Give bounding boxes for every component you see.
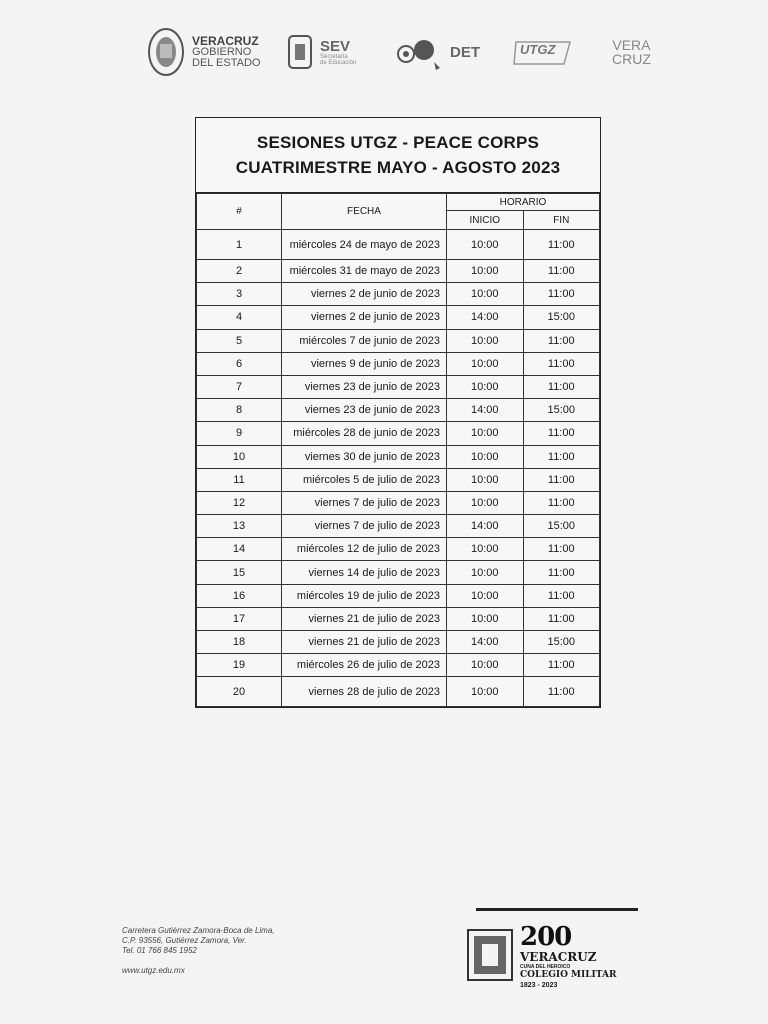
row-number: 20 <box>197 677 282 707</box>
row-start-time: 14:00 <box>447 399 524 422</box>
row-number: 3 <box>197 283 282 306</box>
table-row <box>197 445 600 468</box>
row-date: miércoles 12 de julio de 2023 <box>282 538 447 561</box>
document-title-line2: CUATRIMESTRE MAYO - AGOSTO 2023 <box>235 158 561 177</box>
row-date: viernes 7 de julio de 2023 <box>282 515 447 538</box>
seal-years: 1823 - 2023 <box>520 982 558 989</box>
utgz-logo <box>512 24 574 80</box>
row-number: 11 <box>197 468 282 491</box>
seal-state: VERACRUZ <box>520 950 597 964</box>
sev-title: SEV <box>320 37 351 55</box>
row-number: 6 <box>197 352 282 375</box>
address-line1: Carretera Gutiérrez Zamora-Boca de Lima, <box>122 926 275 935</box>
row-start-time: 14:00 <box>447 306 524 329</box>
row-end-time: 11:00 <box>523 607 600 630</box>
address-line2: C.P. 93556, Gutiérrez Zamora, Ver. <box>122 936 247 945</box>
table-row <box>197 306 600 329</box>
row-start-time: 10:00 <box>447 375 524 398</box>
table-row <box>197 260 600 283</box>
bicentennial-seal <box>464 906 640 996</box>
row-end-time: 15:00 <box>523 399 600 422</box>
row-start-time: 10:00 <box>447 283 524 306</box>
table-row <box>197 538 600 561</box>
det-logo <box>394 24 480 80</box>
row-end-time: 11:00 <box>523 584 600 607</box>
website-link[interactable]: www.utgz.edu.mx <box>122 966 185 975</box>
row-end-time: 11:00 <box>523 422 600 445</box>
coat-of-arms-icon <box>146 26 186 78</box>
table-row <box>197 584 600 607</box>
title-box <box>196 118 600 193</box>
header-inicio: INICIO <box>447 211 524 230</box>
row-start-time: 10:00 <box>447 468 524 491</box>
row-end-time: 11:00 <box>523 677 600 707</box>
det-emblem-icon <box>394 32 444 72</box>
row-date: viernes 21 de julio de 2023 <box>282 607 447 630</box>
table-row <box>197 491 600 514</box>
header-horario: HORARIO <box>447 194 600 211</box>
row-end-time: 11:00 <box>523 283 600 306</box>
header-num: # <box>197 194 282 230</box>
table-row <box>197 607 600 630</box>
table-row <box>197 677 600 707</box>
address-line3: Tel. 01 766 845 1952 <box>122 946 197 955</box>
veracruz-government-logo <box>146 24 260 80</box>
row-end-time: 11:00 <box>523 491 600 514</box>
document-title-line1: SESIONES UTGZ - PEACE CORPS <box>256 133 540 152</box>
row-date: viernes 30 de junio de 2023 <box>282 445 447 468</box>
row-start-time: 10:00 <box>447 352 524 375</box>
vera-cruz-logo <box>612 24 651 80</box>
row-end-time: 15:00 <box>523 515 600 538</box>
row-number: 14 <box>197 538 282 561</box>
row-start-time: 14:00 <box>447 631 524 654</box>
row-number: 1 <box>197 230 282 260</box>
row-number: 18 <box>197 631 282 654</box>
row-start-time: 14:00 <box>447 515 524 538</box>
row-start-time: 10:00 <box>447 584 524 607</box>
row-date: viernes 7 de julio de 2023 <box>282 491 447 514</box>
row-date: miércoles 26 de julio de 2023 <box>282 654 447 677</box>
table-row <box>197 399 600 422</box>
row-start-time: 10:00 <box>447 422 524 445</box>
row-date: miércoles 7 de junio de 2023 <box>282 329 447 352</box>
row-end-time: 11:00 <box>523 329 600 352</box>
table-row <box>197 654 600 677</box>
row-start-time: 10:00 <box>447 230 524 260</box>
row-end-time: 11:00 <box>523 561 600 584</box>
table-row <box>197 422 600 445</box>
row-end-time: 11:00 <box>523 654 600 677</box>
row-date: viernes 23 de junio de 2023 <box>282 375 447 398</box>
row-date: miércoles 5 de julio de 2023 <box>282 468 447 491</box>
row-start-time: 10:00 <box>447 677 524 707</box>
row-number: 13 <box>197 515 282 538</box>
row-number: 2 <box>197 260 282 283</box>
row-start-time: 10:00 <box>447 329 524 352</box>
row-date: viernes 21 de julio de 2023 <box>282 631 447 654</box>
header-fin: FIN <box>523 211 600 230</box>
row-start-time: 10:00 <box>447 445 524 468</box>
row-end-time: 11:00 <box>523 260 600 283</box>
table-row <box>197 468 600 491</box>
row-end-time: 11:00 <box>523 445 600 468</box>
row-start-time: 10:00 <box>447 561 524 584</box>
row-end-time: 11:00 <box>523 230 600 260</box>
seal-tagline: CUNA DEL HEROICO <box>520 964 571 970</box>
sev-logo <box>286 24 356 80</box>
sev-sub1: Secretaría <box>320 53 348 60</box>
row-date: miércoles 31 de mayo de 2023 <box>282 260 447 283</box>
row-number: 8 <box>197 399 282 422</box>
row-date: viernes 14 de julio de 2023 <box>282 561 447 584</box>
seal-college: COLEGIO MILITAR <box>520 970 617 980</box>
vera-line1: VERA <box>612 37 651 53</box>
row-end-time: 11:00 <box>523 352 600 375</box>
sev-emblem-icon <box>286 32 314 72</box>
row-date: viernes 9 de junio de 2023 <box>282 352 447 375</box>
table-row <box>197 515 600 538</box>
row-end-time: 15:00 <box>523 306 600 329</box>
row-start-time: 10:00 <box>447 260 524 283</box>
row-number: 19 <box>197 654 282 677</box>
table-row <box>197 375 600 398</box>
row-end-time: 11:00 <box>523 468 600 491</box>
row-number: 12 <box>197 491 282 514</box>
row-number: 15 <box>197 561 282 584</box>
row-date: miércoles 19 de julio de 2023 <box>282 584 447 607</box>
row-date: miércoles 28 de junio de 2023 <box>282 422 447 445</box>
veracruz-line3: DEL ESTADO <box>192 57 261 69</box>
row-start-time: 10:00 <box>447 491 524 514</box>
veracruz-line2: GOBIERNO <box>192 46 252 58</box>
row-date: viernes 2 de junio de 2023 <box>282 283 447 306</box>
utgz-title: UTGZ <box>520 42 556 57</box>
row-start-time: 10:00 <box>447 607 524 630</box>
schedule-table <box>196 193 600 707</box>
row-end-time: 15:00 <box>523 631 600 654</box>
table-row <box>197 631 600 654</box>
row-number: 16 <box>197 584 282 607</box>
table-row <box>197 561 600 584</box>
row-number: 5 <box>197 329 282 352</box>
military-college-emblem-icon <box>466 928 514 982</box>
row-date: viernes 2 de junio de 2023 <box>282 306 447 329</box>
table-row <box>197 329 600 352</box>
row-end-time: 11:00 <box>523 375 600 398</box>
row-number: 9 <box>197 422 282 445</box>
table-row <box>197 283 600 306</box>
table-row <box>197 352 600 375</box>
row-number: 10 <box>197 445 282 468</box>
row-date: viernes 28 de julio de 2023 <box>282 677 447 707</box>
table-row <box>197 230 600 260</box>
det-title: DET <box>450 43 480 61</box>
row-date: viernes 23 de junio de 2023 <box>282 399 447 422</box>
seal-number: 200 <box>520 922 572 952</box>
row-start-time: 10:00 <box>447 538 524 561</box>
vera-line2: CRUZ <box>612 51 651 67</box>
row-start-time: 10:00 <box>447 654 524 677</box>
header-fecha: FECHA <box>282 194 447 230</box>
schedule-sheet <box>195 117 601 708</box>
row-number: 7 <box>197 375 282 398</box>
seal-divider <box>476 908 638 911</box>
sev-sub2: de Educación <box>320 59 357 66</box>
veracruz-line1: VERACRUZ <box>192 34 259 48</box>
row-end-time: 11:00 <box>523 538 600 561</box>
row-number: 4 <box>197 306 282 329</box>
row-number: 17 <box>197 607 282 630</box>
footer-address <box>122 926 275 956</box>
row-date: miércoles 24 de mayo de 2023 <box>282 230 447 260</box>
